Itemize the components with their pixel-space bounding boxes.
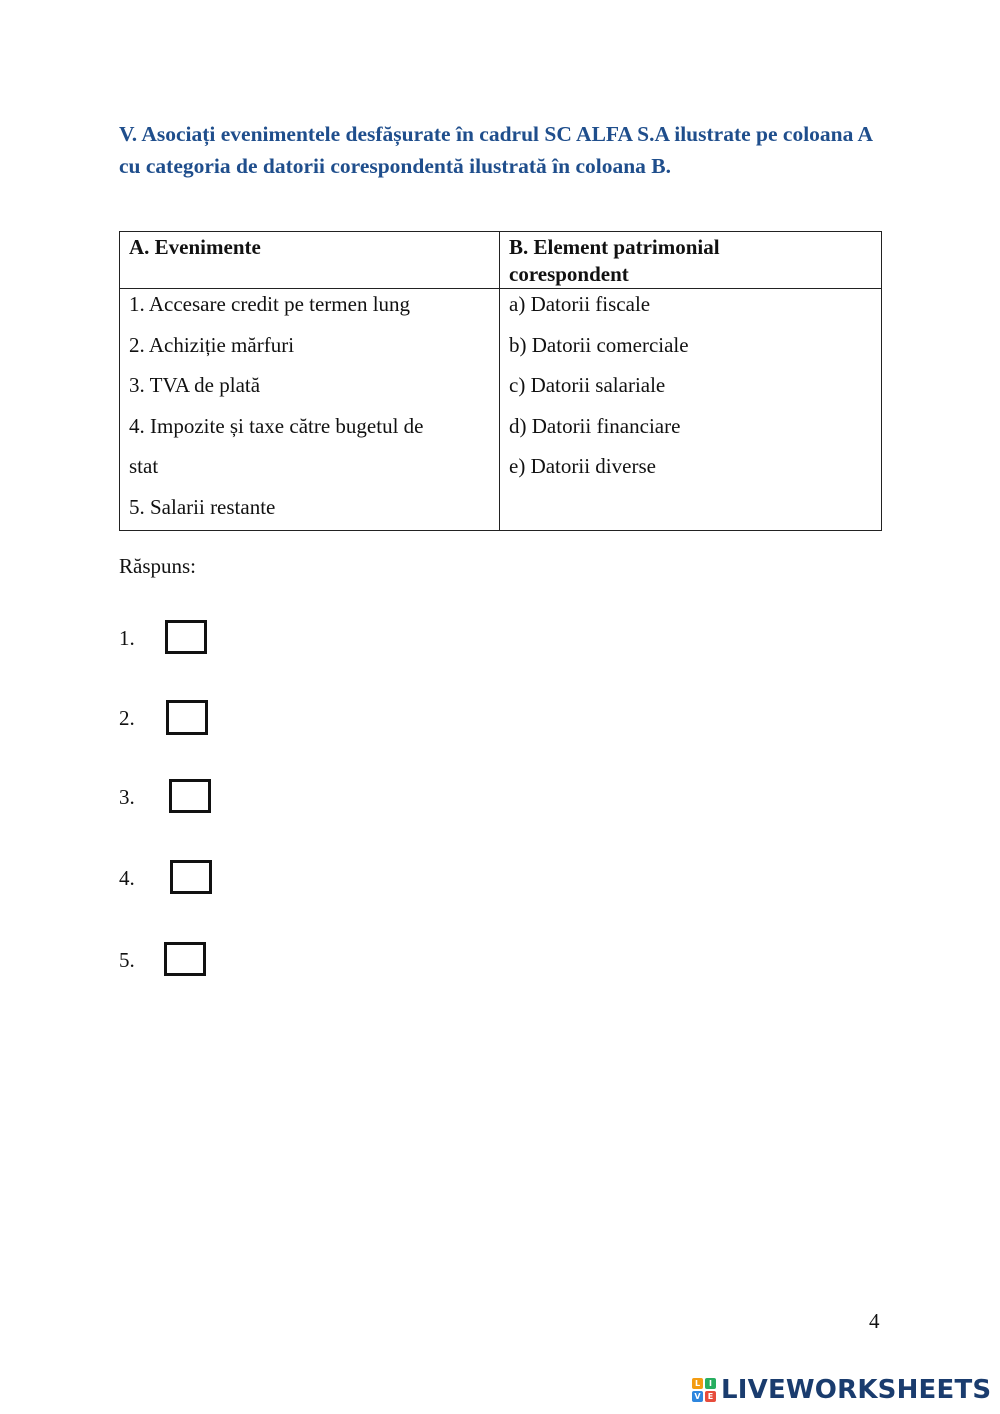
table-header-row <box>120 232 882 289</box>
page-number: 4 <box>869 1309 880 1333</box>
column-b-header-line1: B. Element patrimonial <box>509 235 720 259</box>
answer-input-box[interactable] <box>170 860 212 894</box>
logo-mark-letter: E <box>705 1391 716 1402</box>
logo-mark-letter: V <box>692 1391 703 1402</box>
answer-number: 2. <box>119 706 135 730</box>
table-body-row <box>120 289 882 531</box>
logo-text: LIVEWORKSHEETS <box>721 1375 992 1405</box>
category-item: d) Datorii financiare <box>509 413 681 438</box>
event-item: 2. Achiziție mărfuri <box>129 332 295 357</box>
category-item: c) Datorii salariale <box>509 373 666 397</box>
matching-table <box>119 231 882 531</box>
event-item: 3. TVA de plată <box>129 373 261 397</box>
answer-input-box[interactable] <box>165 620 207 654</box>
event-item: 4. Impozite și taxe către bugetul de <box>129 413 424 438</box>
category-item: a) Datorii fiscale <box>509 292 651 316</box>
category-item: b) Datorii comerciale <box>509 332 689 357</box>
column-a-events <box>120 289 500 531</box>
column-b-header <box>500 232 882 289</box>
answer-input-box[interactable] <box>164 942 206 976</box>
answer-number: 5. <box>119 948 135 972</box>
liveworksheets-mark-icon <box>692 1378 716 1402</box>
answer-input-box[interactable] <box>169 779 211 813</box>
column-a-header: A. Evenimente <box>120 232 500 289</box>
event-item-continuation: stat <box>129 454 159 478</box>
answer-number: 3. <box>119 785 135 809</box>
column-b-categories <box>500 289 882 531</box>
logo-mark-letter: L <box>692 1378 703 1389</box>
exercise-instruction: V. Asociați evenimentele desfășurate în cadrul SC ALFA S.A ilustrate pe coloana A cu categoria de datorii corespondentă ilustrată în coloana B. <box>119 122 872 178</box>
answer-input-box[interactable] <box>166 700 208 735</box>
answer-number: 1. <box>119 626 135 650</box>
logo-mark-letter: I <box>705 1378 716 1389</box>
answer-label: Răspuns: <box>119 554 197 578</box>
liveworksheets-logo <box>692 1372 991 1408</box>
category-item: e) Datorii diverse <box>509 454 656 478</box>
event-item: 1. Accesare credit pe termen lung <box>129 292 411 316</box>
event-item: 5. Salarii restante <box>129 494 276 519</box>
column-b-header-line2: corespondent <box>509 262 629 286</box>
answer-number: 4. <box>119 866 135 890</box>
